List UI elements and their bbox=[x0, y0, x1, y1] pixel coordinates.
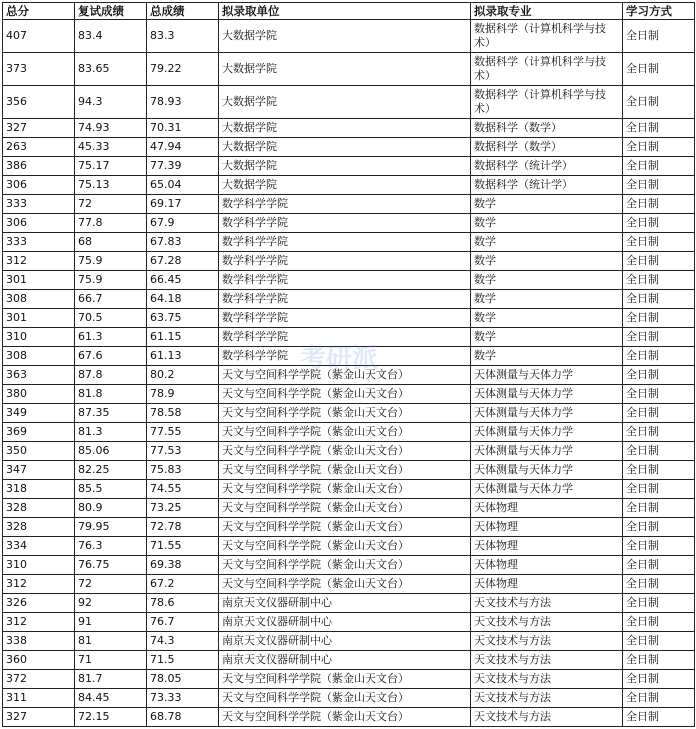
cell-retest-score: 75.13 bbox=[75, 176, 147, 195]
cell-final-score: 77.53 bbox=[147, 442, 219, 461]
cell-study-mode: 全日制 bbox=[623, 632, 695, 651]
cell-final-score: 64.18 bbox=[147, 290, 219, 309]
cell-admitted-major: 天体物理 bbox=[471, 499, 623, 518]
cell-study-mode: 全日制 bbox=[623, 195, 695, 214]
cell-admitted-major: 数据科学（数学） bbox=[471, 138, 623, 157]
table-row bbox=[3, 86, 695, 119]
cell-admitted-major: 天文技术与方法 bbox=[471, 670, 623, 689]
cell-retest-score: 87.8 bbox=[75, 366, 147, 385]
cell-final-score: 63.75 bbox=[147, 309, 219, 328]
cell-admitting-unit: 数学科学学院 bbox=[219, 290, 471, 309]
cell-admitted-major: 数学 bbox=[471, 290, 623, 309]
table-row bbox=[3, 366, 695, 385]
cell-final-score: 65.04 bbox=[147, 176, 219, 195]
cell-total-score: 311 bbox=[3, 689, 75, 708]
table-row bbox=[3, 195, 695, 214]
cell-study-mode: 全日制 bbox=[623, 233, 695, 252]
cell-retest-score: 80.9 bbox=[75, 499, 147, 518]
cell-study-mode: 全日制 bbox=[623, 119, 695, 138]
table-row bbox=[3, 423, 695, 442]
cell-retest-score: 85.5 bbox=[75, 480, 147, 499]
cell-final-score: 73.25 bbox=[147, 499, 219, 518]
cell-admitting-unit: 天文与空间科学学院（紫金山天文台） bbox=[219, 708, 471, 727]
table-row bbox=[3, 613, 695, 632]
cell-study-mode: 全日制 bbox=[623, 347, 695, 366]
cell-final-score: 67.83 bbox=[147, 233, 219, 252]
cell-final-score: 83.3 bbox=[147, 20, 219, 53]
cell-total-score: 349 bbox=[3, 404, 75, 423]
header-total-score: 总分 bbox=[3, 3, 75, 20]
cell-retest-score: 72 bbox=[75, 195, 147, 214]
cell-final-score: 69.17 bbox=[147, 195, 219, 214]
cell-total-score: 306 bbox=[3, 214, 75, 233]
cell-admitting-unit: 数学科学学院 bbox=[219, 252, 471, 271]
table-row bbox=[3, 328, 695, 347]
cell-total-score: 328 bbox=[3, 499, 75, 518]
cell-final-score: 47.94 bbox=[147, 138, 219, 157]
cell-total-score: 301 bbox=[3, 271, 75, 290]
cell-study-mode: 全日制 bbox=[623, 423, 695, 442]
cell-admitting-unit: 大数据学院 bbox=[219, 176, 471, 195]
cell-retest-score: 81.7 bbox=[75, 670, 147, 689]
cell-total-score: 327 bbox=[3, 119, 75, 138]
table-row bbox=[3, 157, 695, 176]
cell-admitting-unit: 天文与空间科学学院（紫金山天文台） bbox=[219, 461, 471, 480]
cell-admitted-major: 天体物理 bbox=[471, 518, 623, 537]
cell-admitted-major: 天文技术与方法 bbox=[471, 632, 623, 651]
cell-final-score: 79.22 bbox=[147, 53, 219, 86]
cell-total-score: 350 bbox=[3, 442, 75, 461]
cell-admitted-major: 天文技术与方法 bbox=[471, 708, 623, 727]
cell-retest-score: 76.3 bbox=[75, 537, 147, 556]
cell-total-score: 372 bbox=[3, 670, 75, 689]
table-row bbox=[3, 53, 695, 86]
cell-retest-score: 84.45 bbox=[75, 689, 147, 708]
cell-final-score: 75.83 bbox=[147, 461, 219, 480]
header-admitting-unit: 拟录取单位 bbox=[219, 3, 471, 20]
cell-study-mode: 全日制 bbox=[623, 366, 695, 385]
cell-total-score: 386 bbox=[3, 157, 75, 176]
cell-final-score: 74.3 bbox=[147, 632, 219, 651]
cell-admitted-major: 数学 bbox=[471, 252, 623, 271]
table-row bbox=[3, 119, 695, 138]
cell-total-score: 312 bbox=[3, 575, 75, 594]
cell-admitted-major: 天体测量与天体力学 bbox=[471, 442, 623, 461]
cell-admitted-major: 天体测量与天体力学 bbox=[471, 366, 623, 385]
cell-total-score: 328 bbox=[3, 518, 75, 537]
cell-admitting-unit: 天文与空间科学学院（紫金山天文台） bbox=[219, 404, 471, 423]
cell-retest-score: 72 bbox=[75, 575, 147, 594]
cell-admitting-unit: 南京天文仪器研制中心 bbox=[219, 613, 471, 632]
cell-admitted-major: 天体测量与天体力学 bbox=[471, 385, 623, 404]
cell-total-score: 347 bbox=[3, 461, 75, 480]
cell-study-mode: 全日制 bbox=[623, 613, 695, 632]
cell-admitted-major: 天文技术与方法 bbox=[471, 651, 623, 670]
admission-table bbox=[2, 2, 695, 727]
cell-total-score: 373 bbox=[3, 53, 75, 86]
cell-admitting-unit: 天文与空间科学学院（紫金山天文台） bbox=[219, 499, 471, 518]
table-row bbox=[3, 20, 695, 53]
table-row bbox=[3, 575, 695, 594]
cell-study-mode: 全日制 bbox=[623, 651, 695, 670]
cell-final-score: 73.33 bbox=[147, 689, 219, 708]
cell-retest-score: 81.8 bbox=[75, 385, 147, 404]
cell-total-score: 318 bbox=[3, 480, 75, 499]
cell-admitted-major: 天体物理 bbox=[471, 537, 623, 556]
table-row bbox=[3, 708, 695, 727]
cell-study-mode: 全日制 bbox=[623, 556, 695, 575]
cell-final-score: 61.15 bbox=[147, 328, 219, 347]
cell-admitted-major: 天文技术与方法 bbox=[471, 613, 623, 632]
cell-admitting-unit: 南京天文仪器研制中心 bbox=[219, 632, 471, 651]
cell-total-score: 407 bbox=[3, 20, 75, 53]
cell-retest-score: 79.95 bbox=[75, 518, 147, 537]
table-header-row bbox=[3, 3, 695, 20]
cell-study-mode: 全日制 bbox=[623, 214, 695, 233]
cell-study-mode: 全日制 bbox=[623, 309, 695, 328]
cell-total-score: 310 bbox=[3, 556, 75, 575]
cell-final-score: 78.93 bbox=[147, 86, 219, 119]
table-row bbox=[3, 499, 695, 518]
header-admitted-major: 拟录取专业 bbox=[471, 3, 623, 20]
cell-admitted-major: 天体测量与天体力学 bbox=[471, 404, 623, 423]
cell-admitted-major: 数学 bbox=[471, 328, 623, 347]
table-row bbox=[3, 309, 695, 328]
cell-study-mode: 全日制 bbox=[623, 252, 695, 271]
table-row bbox=[3, 233, 695, 252]
cell-study-mode: 全日制 bbox=[623, 594, 695, 613]
cell-total-score: 308 bbox=[3, 347, 75, 366]
table-row bbox=[3, 271, 695, 290]
cell-admitting-unit: 天文与空间科学学院（紫金山天文台） bbox=[219, 689, 471, 708]
cell-retest-score: 67.6 bbox=[75, 347, 147, 366]
table-row bbox=[3, 176, 695, 195]
cell-study-mode: 全日制 bbox=[623, 537, 695, 556]
cell-retest-score: 81 bbox=[75, 632, 147, 651]
cell-retest-score: 91 bbox=[75, 613, 147, 632]
table-row bbox=[3, 385, 695, 404]
cell-admitting-unit: 大数据学院 bbox=[219, 20, 471, 53]
cell-total-score: 380 bbox=[3, 385, 75, 404]
cell-admitted-major: 天文技术与方法 bbox=[471, 689, 623, 708]
cell-admitting-unit: 天文与空间科学学院（紫金山天文台） bbox=[219, 518, 471, 537]
cell-retest-score: 83.65 bbox=[75, 53, 147, 86]
cell-study-mode: 全日制 bbox=[623, 53, 695, 86]
cell-final-score: 69.38 bbox=[147, 556, 219, 575]
cell-admitting-unit: 天文与空间科学学院（紫金山天文台） bbox=[219, 537, 471, 556]
cell-admitting-unit: 数学科学学院 bbox=[219, 195, 471, 214]
cell-total-score: 308 bbox=[3, 290, 75, 309]
cell-final-score: 61.13 bbox=[147, 347, 219, 366]
cell-final-score: 77.39 bbox=[147, 157, 219, 176]
table-row bbox=[3, 461, 695, 480]
cell-retest-score: 75.9 bbox=[75, 271, 147, 290]
cell-admitting-unit: 天文与空间科学学院（紫金山天文台） bbox=[219, 442, 471, 461]
cell-admitted-major: 天体物理 bbox=[471, 575, 623, 594]
header-retest-score: 复试成绩 bbox=[75, 3, 147, 20]
table-row bbox=[3, 252, 695, 271]
cell-total-score: 327 bbox=[3, 708, 75, 727]
cell-total-score: 334 bbox=[3, 537, 75, 556]
table-row bbox=[3, 480, 695, 499]
table-row bbox=[3, 518, 695, 537]
cell-total-score: 369 bbox=[3, 423, 75, 442]
cell-final-score: 70.31 bbox=[147, 119, 219, 138]
table-row bbox=[3, 651, 695, 670]
cell-study-mode: 全日制 bbox=[623, 689, 695, 708]
cell-admitted-major: 数学 bbox=[471, 233, 623, 252]
table-row bbox=[3, 214, 695, 233]
cell-study-mode: 全日制 bbox=[623, 328, 695, 347]
cell-final-score: 76.7 bbox=[147, 613, 219, 632]
table-row bbox=[3, 594, 695, 613]
cell-admitting-unit: 数学科学学院 bbox=[219, 271, 471, 290]
cell-total-score: 338 bbox=[3, 632, 75, 651]
cell-study-mode: 全日制 bbox=[623, 404, 695, 423]
cell-total-score: 326 bbox=[3, 594, 75, 613]
cell-admitting-unit: 数学科学学院 bbox=[219, 328, 471, 347]
cell-retest-score: 61.3 bbox=[75, 328, 147, 347]
cell-total-score: 312 bbox=[3, 252, 75, 271]
cell-study-mode: 全日制 bbox=[623, 20, 695, 53]
cell-admitting-unit: 数学科学学院 bbox=[219, 309, 471, 328]
cell-study-mode: 全日制 bbox=[623, 385, 695, 404]
cell-study-mode: 全日制 bbox=[623, 708, 695, 727]
cell-final-score: 78.9 bbox=[147, 385, 219, 404]
cell-admitting-unit: 南京天文仪器研制中心 bbox=[219, 594, 471, 613]
table-row bbox=[3, 556, 695, 575]
cell-admitted-major: 数据科学（计算机科学与技术） bbox=[471, 86, 623, 119]
cell-admitting-unit: 大数据学院 bbox=[219, 157, 471, 176]
cell-final-score: 67.9 bbox=[147, 214, 219, 233]
cell-total-score: 312 bbox=[3, 613, 75, 632]
cell-admitting-unit: 大数据学院 bbox=[219, 53, 471, 86]
cell-final-score: 71.55 bbox=[147, 537, 219, 556]
table-row bbox=[3, 347, 695, 366]
cell-admitted-major: 数据科学（统计学） bbox=[471, 176, 623, 195]
cell-total-score: 363 bbox=[3, 366, 75, 385]
cell-retest-score: 72.15 bbox=[75, 708, 147, 727]
cell-admitted-major: 天文技术与方法 bbox=[471, 594, 623, 613]
cell-total-score: 310 bbox=[3, 328, 75, 347]
cell-total-score: 263 bbox=[3, 138, 75, 157]
cell-admitting-unit: 天文与空间科学学院（紫金山天文台） bbox=[219, 423, 471, 442]
cell-admitted-major: 数学 bbox=[471, 214, 623, 233]
cell-total-score: 333 bbox=[3, 233, 75, 252]
cell-study-mode: 全日制 bbox=[623, 86, 695, 119]
table-row bbox=[3, 537, 695, 556]
cell-study-mode: 全日制 bbox=[623, 670, 695, 689]
cell-retest-score: 45.33 bbox=[75, 138, 147, 157]
cell-final-score: 80.2 bbox=[147, 366, 219, 385]
cell-retest-score: 74.93 bbox=[75, 119, 147, 138]
cell-final-score: 72.78 bbox=[147, 518, 219, 537]
table-row bbox=[3, 138, 695, 157]
cell-admitting-unit: 大数据学院 bbox=[219, 86, 471, 119]
cell-final-score: 68.78 bbox=[147, 708, 219, 727]
cell-admitting-unit: 南京天文仪器研制中心 bbox=[219, 651, 471, 670]
cell-total-score: 333 bbox=[3, 195, 75, 214]
table-row bbox=[3, 689, 695, 708]
cell-study-mode: 全日制 bbox=[623, 290, 695, 309]
cell-retest-score: 83.4 bbox=[75, 20, 147, 53]
cell-admitting-unit: 大数据学院 bbox=[219, 119, 471, 138]
cell-admitting-unit: 天文与空间科学学院（紫金山天文台） bbox=[219, 556, 471, 575]
cell-final-score: 71.5 bbox=[147, 651, 219, 670]
cell-study-mode: 全日制 bbox=[623, 157, 695, 176]
cell-final-score: 78.05 bbox=[147, 670, 219, 689]
cell-retest-score: 81.3 bbox=[75, 423, 147, 442]
cell-admitted-major: 天体测量与天体力学 bbox=[471, 461, 623, 480]
cell-admitting-unit: 数学科学学院 bbox=[219, 347, 471, 366]
cell-final-score: 74.55 bbox=[147, 480, 219, 499]
cell-final-score: 78.58 bbox=[147, 404, 219, 423]
cell-total-score: 360 bbox=[3, 651, 75, 670]
cell-total-score: 301 bbox=[3, 309, 75, 328]
cell-retest-score: 71 bbox=[75, 651, 147, 670]
cell-admitting-unit: 天文与空间科学学院（紫金山天文台） bbox=[219, 575, 471, 594]
cell-admitted-major: 数据科学（计算机科学与技术） bbox=[471, 53, 623, 86]
cell-total-score: 306 bbox=[3, 176, 75, 195]
cell-admitted-major: 数学 bbox=[471, 347, 623, 366]
cell-admitting-unit: 数学科学学院 bbox=[219, 233, 471, 252]
cell-final-score: 67.28 bbox=[147, 252, 219, 271]
cell-retest-score: 87.35 bbox=[75, 404, 147, 423]
header-study-mode: 学习方式 bbox=[623, 3, 695, 20]
cell-study-mode: 全日制 bbox=[623, 442, 695, 461]
table-row bbox=[3, 404, 695, 423]
table-row bbox=[3, 670, 695, 689]
cell-admitted-major: 数据科学（统计学） bbox=[471, 157, 623, 176]
cell-retest-score: 68 bbox=[75, 233, 147, 252]
cell-admitting-unit: 天文与空间科学学院（紫金山天文台） bbox=[219, 480, 471, 499]
cell-final-score: 67.2 bbox=[147, 575, 219, 594]
cell-final-score: 66.45 bbox=[147, 271, 219, 290]
cell-admitted-major: 数据科学（计算机科学与技术） bbox=[471, 20, 623, 53]
cell-retest-score: 66.7 bbox=[75, 290, 147, 309]
cell-final-score: 78.6 bbox=[147, 594, 219, 613]
cell-study-mode: 全日制 bbox=[623, 499, 695, 518]
cell-study-mode: 全日制 bbox=[623, 271, 695, 290]
table-row bbox=[3, 632, 695, 651]
cell-admitting-unit: 天文与空间科学学院（紫金山天文台） bbox=[219, 670, 471, 689]
cell-admitted-major: 天体物理 bbox=[471, 556, 623, 575]
cell-final-score: 77.55 bbox=[147, 423, 219, 442]
cell-study-mode: 全日制 bbox=[623, 480, 695, 499]
watermark-logo: 考研派 bbox=[300, 344, 379, 374]
cell-retest-score: 94.3 bbox=[75, 86, 147, 119]
cell-admitting-unit: 天文与空间科学学院（紫金山天文台） bbox=[219, 366, 471, 385]
table-row bbox=[3, 290, 695, 309]
cell-retest-score: 76.75 bbox=[75, 556, 147, 575]
cell-admitting-unit: 数学科学学院 bbox=[219, 214, 471, 233]
cell-study-mode: 全日制 bbox=[623, 575, 695, 594]
cell-study-mode: 全日制 bbox=[623, 176, 695, 195]
cell-admitted-major: 天体测量与天体力学 bbox=[471, 480, 623, 499]
table-row bbox=[3, 442, 695, 461]
cell-retest-score: 85.06 bbox=[75, 442, 147, 461]
cell-study-mode: 全日制 bbox=[623, 518, 695, 537]
cell-study-mode: 全日制 bbox=[623, 461, 695, 480]
header-final-score: 总成绩 bbox=[147, 3, 219, 20]
cell-study-mode: 全日制 bbox=[623, 138, 695, 157]
cell-total-score: 356 bbox=[3, 86, 75, 119]
cell-admitted-major: 天体测量与天体力学 bbox=[471, 423, 623, 442]
cell-retest-score: 77.8 bbox=[75, 214, 147, 233]
cell-admitted-major: 数据科学（数学） bbox=[471, 119, 623, 138]
cell-admitting-unit: 天文与空间科学学院（紫金山天文台） bbox=[219, 385, 471, 404]
cell-retest-score: 75.17 bbox=[75, 157, 147, 176]
cell-admitted-major: 数学 bbox=[471, 271, 623, 290]
cell-retest-score: 75.9 bbox=[75, 252, 147, 271]
cell-retest-score: 92 bbox=[75, 594, 147, 613]
cell-retest-score: 82.25 bbox=[75, 461, 147, 480]
cell-admitted-major: 数学 bbox=[471, 195, 623, 214]
cell-retest-score: 70.5 bbox=[75, 309, 147, 328]
cell-admitting-unit: 大数据学院 bbox=[219, 138, 471, 157]
cell-admitted-major: 数学 bbox=[471, 309, 623, 328]
